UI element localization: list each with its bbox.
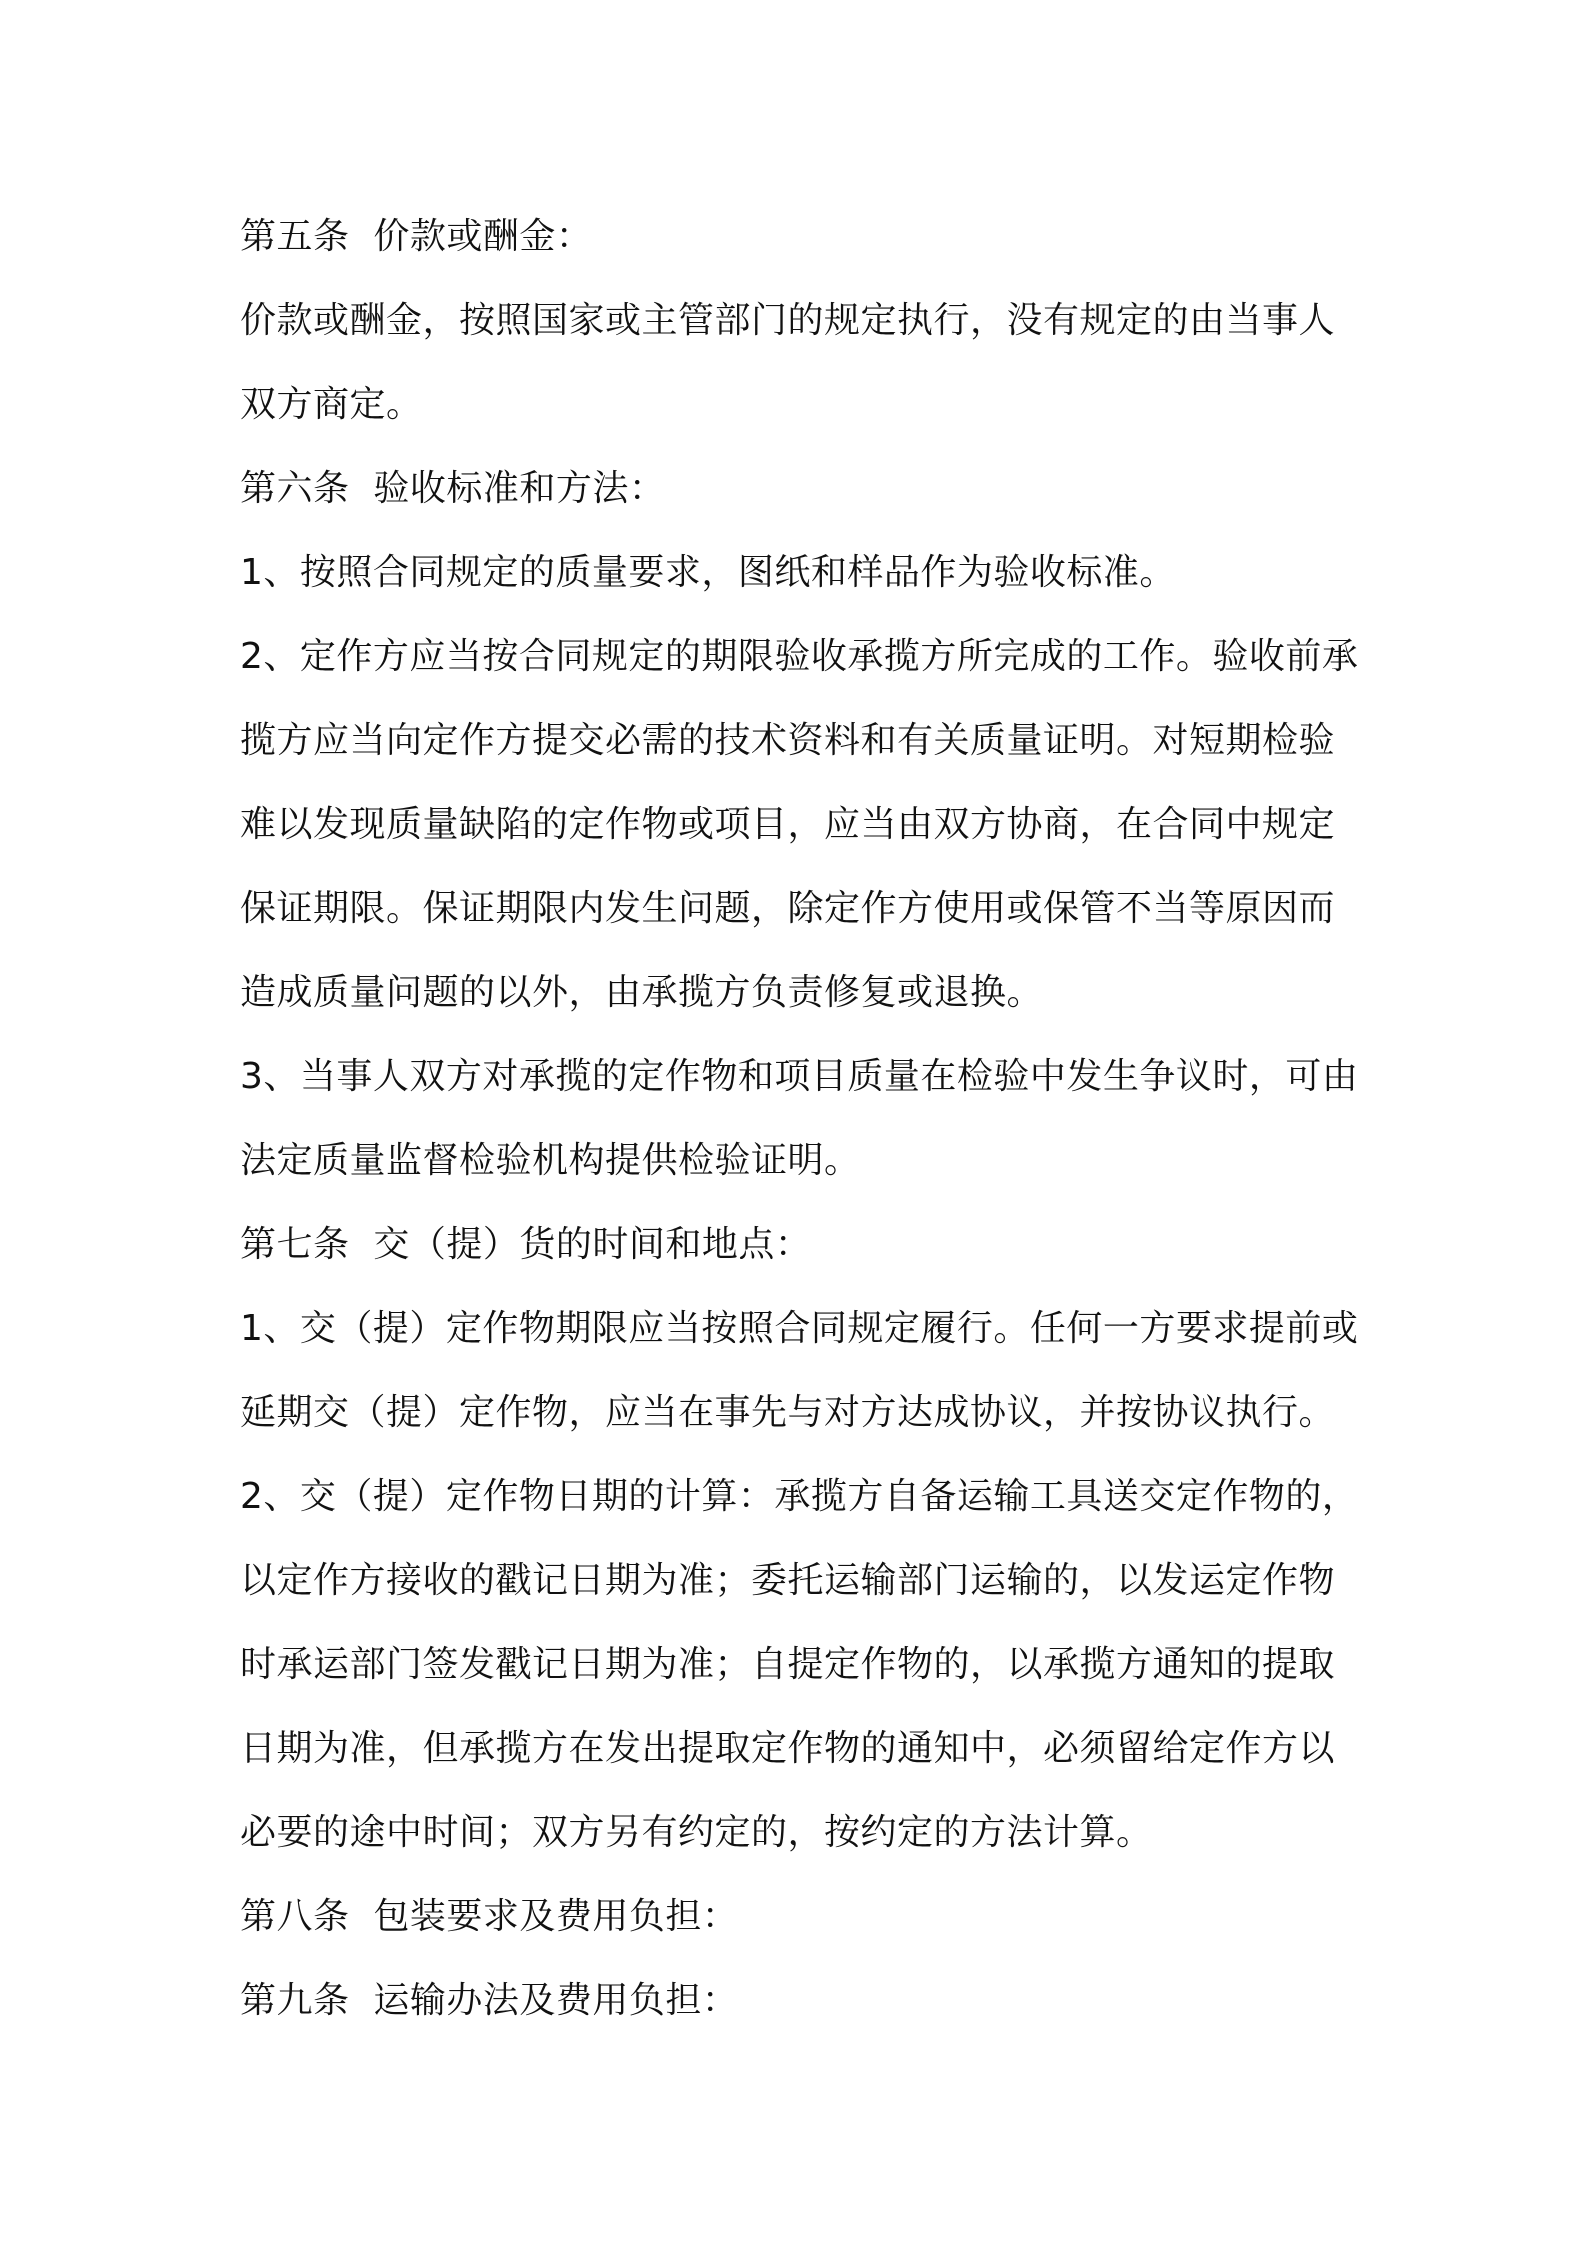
article-8-heading: 第八条 包装要求及费用负担： xyxy=(240,1896,739,1937)
article-9-heading: 第九条 运输办法及费用负担： xyxy=(240,1980,739,2021)
article-7-item-1: 1、交（提）定作物期限应当按照合同规定履行。任何一方要求提前或延期交（提）定作物，应当在事先与对方达成协议，并按协议执行。 xyxy=(240,1308,1359,1433)
article-7-item-2: 2、交（提）定作物日期的计算：承揽方自备运输工具送交定作物的，以定作方接收的戳记日期为准；委托运输部门运输的，以发运定作物时承运部门签发戳记日期为准；自提定作物的，以承揽方通知的提取日期为准，但承揽方在发出提取定作物的通知中，必须留给定作方以必要的途中时间；双方另有约定的，按约定的方法计算。 xyxy=(240,1476,1359,1853)
article-5-body: 价款或酬金，按照国家或主管部门的规定执行，没有规定的由当事人双方商定。 xyxy=(240,300,1336,425)
article-7-heading: 第七条 交（提）货的时间和地点： xyxy=(240,1224,812,1265)
article-6-item-3: 3、当事人双方对承揽的定作物和项目质量在检验中发生争议时，可由法定质量监督检验机构提供检验证明。 xyxy=(240,1056,1359,1181)
article-6-heading: 第六条 验收标准和方法： xyxy=(240,468,666,509)
document-page xyxy=(240,195,1368,2043)
article-6-item-1: 1、按照合同规定的质量要求，图纸和样品作为验收标准。 xyxy=(240,552,1176,593)
article-5-heading: 第五条 价款或酬金： xyxy=(240,216,593,257)
article-6-item-2: 2、定作方应当按合同规定的期限验收承揽方所完成的工作。验收前承揽方应当向定作方提交必需的技术资料和有关质量证明。对短期检验难以发现质量缺陷的定作物或项目，应当由双方协商，在合同中规定保证期限。保证期限内发生问题，除定作方使用或保管不当等原因而造成质量问题的以外，由承揽方负责修复或退换。 xyxy=(240,636,1359,1013)
